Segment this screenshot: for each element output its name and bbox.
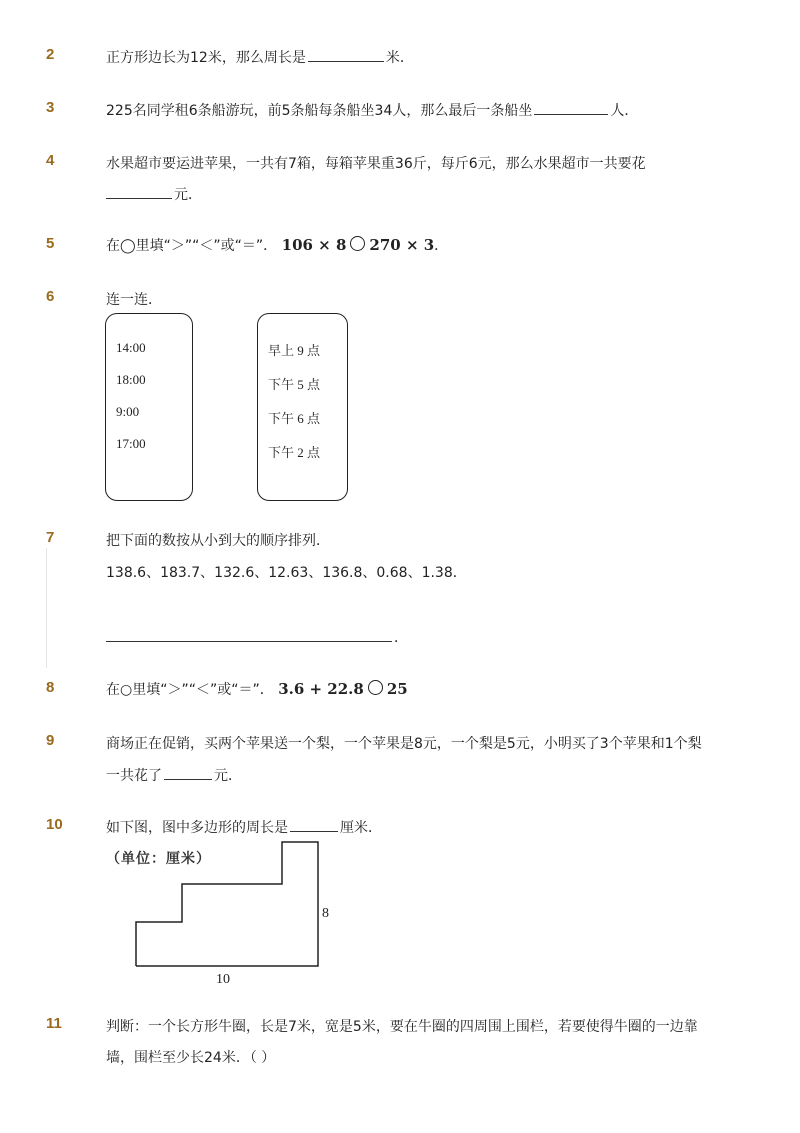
- width-dimension-label: 10: [216, 972, 230, 987]
- question-text-line1: 商场正在促销，买两个苹果送一个梨，一个苹果是8元，一个梨是5元，小明买了3个苹果和1个梨: [106, 736, 702, 752]
- question-number: 7: [46, 529, 55, 546]
- matching-left-item[interactable]: 9:00: [116, 404, 140, 419]
- question-number: 4: [46, 152, 55, 169]
- question-text: [106, 817, 382, 837]
- question-text-after: 元．: [174, 187, 202, 203]
- question-text: [106, 235, 448, 255]
- expression-left: 3.6 + 22.8: [278, 680, 364, 698]
- matching-left-box: [105, 313, 193, 501]
- question-text-line3: [106, 627, 408, 647]
- question-text-line2: 138.6、183.7、132.6、12.63、136.8、0.68、1.38．: [106, 565, 467, 581]
- question-number: 9: [46, 732, 55, 749]
- question-text-after: 厘米．: [340, 820, 382, 836]
- question-number: 11: [46, 1015, 62, 1032]
- question-text-line2: 墙，围栏至少长24米．（ ）: [106, 1050, 276, 1066]
- question-text-after: ．: [394, 630, 408, 646]
- matching-right-item[interactable]: 早上 9 点: [268, 343, 321, 358]
- answer-blank[interactable]: [290, 819, 338, 832]
- question-text-after: 米．: [385, 50, 414, 66]
- question-text: [106, 100, 638, 120]
- expression-right: 25: [386, 680, 408, 698]
- answer-blank[interactable]: [164, 767, 212, 780]
- question-text-before: 如下图，图中多边形的周长是: [106, 820, 288, 836]
- question-text-line1: 水果超市要运进苹果，一共有7箱，每箱苹果重36斤，每斤6元，那么水果超市一共要花: [106, 156, 646, 172]
- matching-right-item[interactable]: 下午 6 点: [268, 411, 321, 426]
- matching-right-item[interactable]: 下午 2 点: [268, 445, 321, 460]
- expression-right: 270 × 3: [369, 236, 435, 254]
- question-text-line1: 把下面的数按从小到大的顺序排列．: [106, 533, 330, 549]
- question-number: 3: [46, 99, 55, 116]
- compare-circle[interactable]: [350, 236, 365, 251]
- answer-blank[interactable]: [534, 102, 608, 115]
- compare-circle[interactable]: [368, 680, 383, 695]
- question-number: 2: [46, 46, 55, 63]
- matching-right-item[interactable]: 下午 5 点: [268, 377, 321, 392]
- matching-left-item[interactable]: 14:00: [116, 340, 146, 355]
- question-number: 8: [46, 679, 55, 696]
- divider: [46, 548, 47, 668]
- question-text: [106, 47, 414, 67]
- answer-blank[interactable]: [106, 186, 172, 199]
- figure-unit-label: （单位：厘米）: [106, 851, 211, 867]
- question-number: 6: [46, 288, 55, 305]
- answer-blank[interactable]: [308, 49, 384, 62]
- question-text-line1: 判断：一个长方形牛圈，长是7米，宽是5米，要在牛圈的四周围上围栏，若要使得牛圈的一边靠: [106, 1019, 698, 1035]
- matching-left-item[interactable]: 17:00: [116, 436, 146, 451]
- expression-left: 106 × 8: [281, 236, 347, 254]
- matching-right-box: [257, 313, 348, 501]
- question-text: [106, 679, 408, 699]
- question-text-line2: [106, 184, 202, 204]
- question-text-line2: [106, 765, 242, 785]
- matching-left-item[interactable]: 18:00: [116, 372, 146, 387]
- question-text-before: 在◯里填“＞”“＜”或“＝”．: [106, 238, 278, 254]
- question-text: 连一连．: [106, 292, 162, 308]
- question-text-after: ．: [434, 238, 449, 254]
- question-text-before: 正方形边长为12米，那么周长是: [106, 50, 306, 66]
- question-text-after: 元．: [214, 768, 242, 784]
- question-text-before: 225名同学租6条船游玩，前5条船每条船坐34人，那么最后一条船坐: [106, 103, 533, 119]
- answer-blank[interactable]: [106, 629, 392, 642]
- question-text-before: 一共花了: [106, 768, 162, 784]
- question-text-after: 人．: [610, 103, 639, 119]
- question-number: 5: [46, 235, 55, 252]
- question-number: 10: [46, 816, 63, 833]
- height-dimension-label: 8: [322, 906, 329, 921]
- question-text-before: 在○里填“＞”“＜”或“＝”．: [106, 682, 274, 698]
